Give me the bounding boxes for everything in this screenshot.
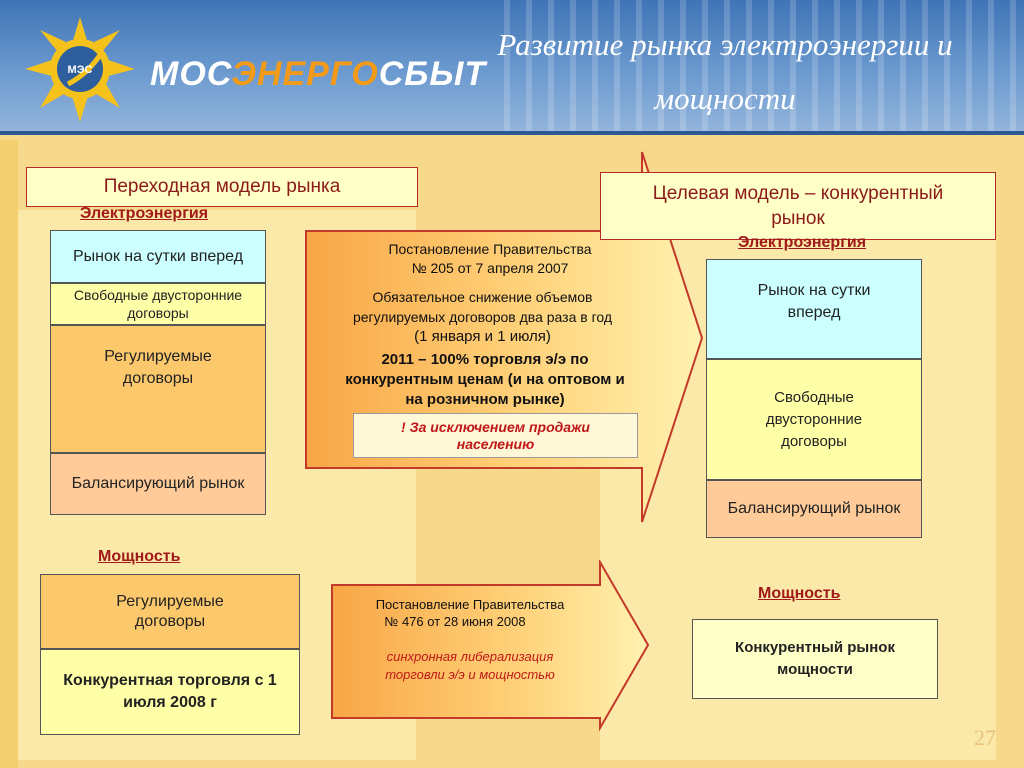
exception-note-line-1: ! За исключением продажи — [401, 418, 590, 435]
right-power-label: Мощность — [758, 585, 841, 602]
left-electricity-label: Электроэнергия — [80, 205, 209, 222]
decree-205-target — [305, 350, 665, 410]
decree-205-bold-line-3: на розничном рынке) — [405, 391, 565, 408]
header-banner — [0, 0, 1024, 135]
target-model-heading — [600, 172, 996, 240]
left-day-ahead-market — [50, 230, 266, 283]
logo-part-sbyt: СБЫТ — [378, 55, 487, 93]
decree-205-text-line-2: регулируемых договоров два раза в год — [352, 309, 613, 325]
decree-476-text-line-2: торговли э/э и мощностью — [385, 667, 555, 682]
right-balancing-market — [706, 480, 922, 538]
exception-note — [353, 413, 638, 458]
decree-205-title-line-1: Постановление Правительства — [388, 241, 592, 257]
background-strip — [0, 140, 18, 768]
left-power-label: Мощность — [98, 548, 181, 565]
decree-476-text-line-1: синхронная либерализация — [386, 649, 554, 664]
right-electricity-label: Электроэнергия — [738, 234, 867, 251]
slide-title — [440, 18, 1010, 126]
left-bilateral-text: Свободные двусторонние договоры — [73, 287, 243, 321]
left-regulated-text: Регулируемые договоры — [104, 348, 212, 387]
decree-205-title-line-2: № 205 от 7 апреля 2007 — [411, 260, 569, 276]
right-power-competitive-text: Конкурентный рынок мощности — [735, 639, 895, 678]
transitional-model-heading-text: Переходная модель рынка — [103, 176, 341, 197]
logo-sun-icon — [20, 12, 140, 127]
right-day-ahead-text: Рынок на сутки вперед — [757, 282, 871, 321]
decree-205-bold-line-1: 2011 – 100% торговля э/э по — [381, 351, 589, 368]
right-day-ahead-market — [706, 259, 922, 359]
logo-badge-text: МЭС — [67, 64, 93, 76]
exception-note-line-2: населению — [456, 435, 535, 452]
right-balancing-text: Балансирующий рынок — [727, 500, 901, 517]
page-number: 27 — [974, 725, 996, 750]
right-bilateral-text: Свободные двусторонние договоры — [765, 388, 863, 450]
left-balancing-text: Балансирующий рынок — [71, 475, 245, 492]
left-power-regulated — [40, 574, 300, 649]
left-day-ahead-text: Рынок на сутки вперед — [72, 248, 244, 265]
left-power-regulated-text: Регулируемые договоры — [116, 592, 224, 630]
left-regulated-contracts — [50, 325, 266, 453]
decree-205-text-line-3: (1 января и 1 июля) — [414, 328, 551, 345]
logo-part-energo: ЭНЕРГО — [231, 55, 379, 93]
company-logo-text — [150, 55, 486, 94]
title-line-1: Развитие рынка электроэнергии и — [497, 27, 953, 62]
right-power-competitive — [692, 619, 938, 699]
decree-476-title-line-1: Постановление Правительства — [375, 597, 565, 612]
title-line-2: мощности — [654, 81, 796, 116]
left-bilateral-contracts — [50, 283, 266, 325]
logo-part-mos: МОС — [150, 55, 232, 93]
decree-476-description — [335, 648, 605, 684]
decree-205-title — [320, 240, 660, 278]
header-divider — [0, 131, 1024, 135]
target-model-heading-line-1: Целевая модель – конкурентный — [652, 183, 944, 204]
decree-205-description — [305, 287, 660, 347]
target-model-heading-line-2: рынок — [771, 208, 825, 229]
right-bilateral-contracts — [706, 359, 922, 480]
decree-476-title — [335, 596, 605, 630]
decree-205-bold-line-2: конкурентным ценам (и на оптовом и — [345, 371, 625, 388]
left-power-competitive-text: Конкурентная торговля с 1 июля 2008 г — [63, 672, 277, 711]
decree-476-title-line-2: № 476 от 28 июня 2008 — [384, 614, 526, 629]
left-balancing-market — [50, 453, 266, 515]
decree-205-text-line-1: Обязательное снижение объемов — [372, 289, 593, 305]
left-power-competitive — [40, 649, 300, 735]
